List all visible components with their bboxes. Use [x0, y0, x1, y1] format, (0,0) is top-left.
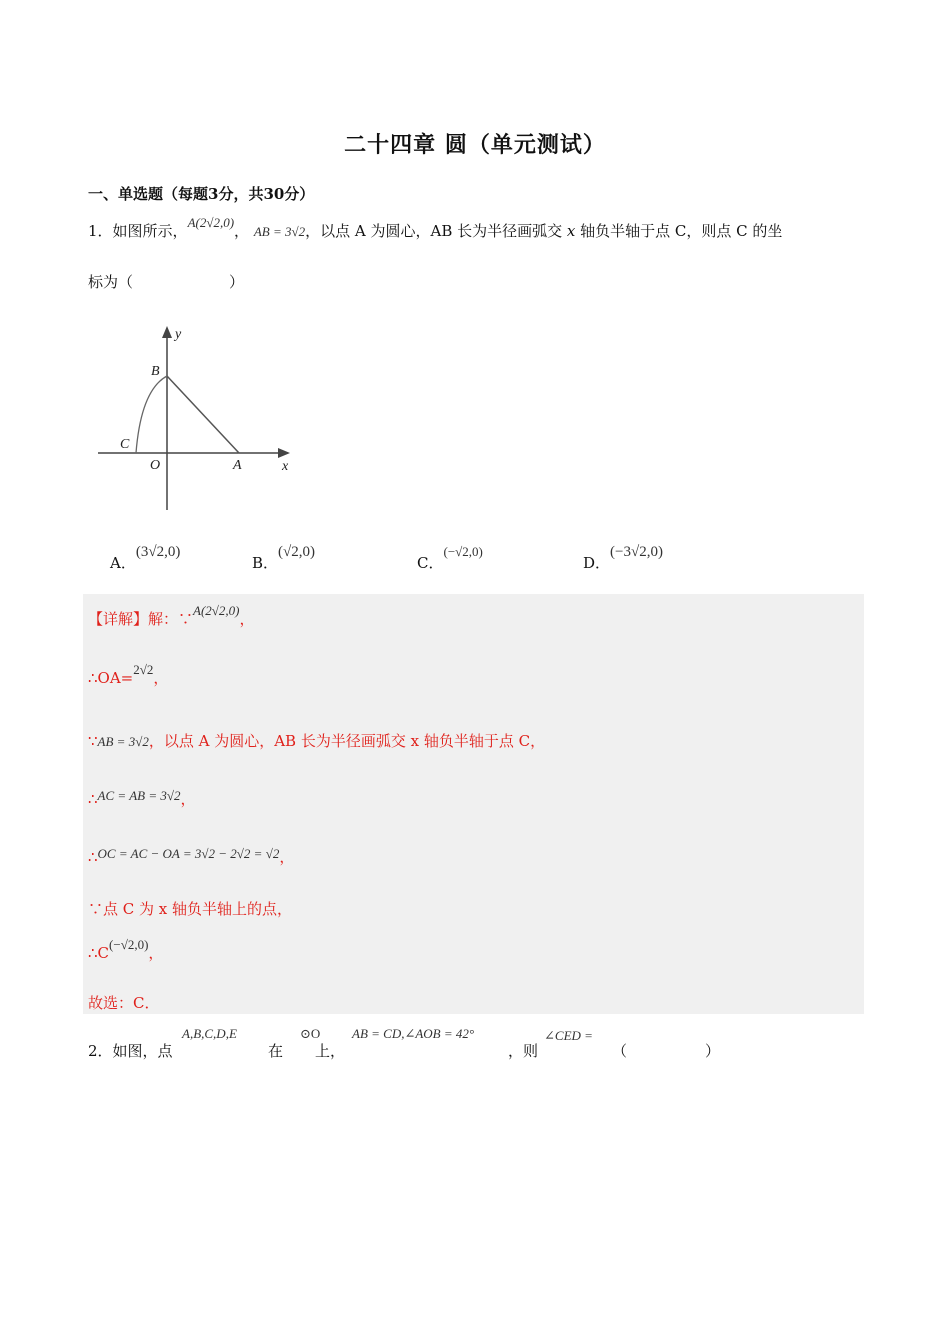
explanation-line-4: [88, 788, 196, 809]
question-1-line-1: [88, 215, 783, 241]
question-number: 2．: [88, 1042, 113, 1060]
option-a[interactable]: [110, 540, 181, 572]
explanation-text: ，: [180, 790, 196, 808]
option-label: D．: [583, 554, 611, 572]
segment-ab: [167, 376, 239, 453]
option-label: A．: [110, 554, 136, 572]
question-text: 如图，点: [112, 1042, 173, 1060]
question-number: 1．: [88, 222, 113, 240]
question-text: 如图所示，: [112, 222, 188, 240]
math-var-x: x: [566, 222, 576, 240]
question-2-answer-blank: [612, 1040, 720, 1061]
arc-bc: [136, 376, 167, 453]
explanation-text: ，: [239, 610, 255, 628]
explanation-math: 2√2: [133, 662, 154, 677]
question-text-then: ，则: [508, 1042, 539, 1060]
math-circle-o: ⊙O: [300, 1026, 321, 1041]
math-points: A,B,C,D,E: [182, 1026, 237, 1041]
explanation-text: ，以点 A 为圆心，AB 长为半径画弧交 x 轴负半轴于点 C，: [148, 732, 546, 750]
label-a: A: [233, 458, 242, 473]
option-value: (√2,0): [278, 544, 316, 560]
close-paren: ）: [705, 1042, 721, 1060]
explanation-text: ∴C: [88, 944, 110, 962]
explanation-line-6: ∵点 C 为 x 轴负半轴上的点，: [88, 900, 293, 918]
close-paren: ）: [229, 273, 245, 291]
label-o: O: [150, 458, 161, 473]
option-label: B．: [252, 554, 279, 572]
math-ab: AB = 3√2: [253, 224, 306, 239]
math-angle-ced: ∠CED =: [544, 1028, 593, 1043]
question-2-number-prefix: [88, 1040, 173, 1061]
explanation-line-1: [88, 603, 255, 629]
explanation-text: ∴: [88, 790, 98, 808]
explanation-math: A(2√2,0): [193, 603, 240, 618]
option-value: (3√2,0): [135, 544, 181, 560]
page-title: 二十四章 圆（单元测试）: [344, 132, 606, 158]
question-text: 轴负半轴于点 C，则点 C 的坐: [575, 222, 783, 240]
explanation-text: ，: [279, 848, 295, 866]
label-c: C: [120, 437, 130, 452]
explanation-math: AB = 3√2: [97, 734, 149, 749]
separator: ，: [234, 222, 250, 240]
option-d[interactable]: [583, 540, 663, 572]
option-c[interactable]: [417, 540, 483, 572]
explanation-line-7: [88, 937, 164, 963]
explanation-text: ∵: [88, 732, 98, 750]
explanation-line-3: [88, 730, 545, 751]
question-text-on: 上，: [315, 1042, 346, 1060]
question-text: ，以点 A 为圆心，AB 长为半径画弧交: [305, 222, 567, 240]
section-heading: 一、单选题（每题3分，共30分）: [88, 185, 315, 203]
explanation-line-2: [88, 662, 169, 688]
explanation-line-5: [88, 846, 294, 867]
explanation-line-8: 故选：C．: [88, 994, 160, 1012]
explanation-text: ，: [153, 669, 169, 687]
explanation-text: ∴: [88, 848, 98, 866]
explanation-math: OC = AC − OA = 3√2 − 2√2 = √2: [97, 846, 280, 861]
question-1-line-2: [88, 271, 244, 292]
option-b[interactable]: [252, 540, 316, 572]
option-value: (−3√2,0): [610, 544, 663, 560]
math-point-a: A(2√2,0): [187, 215, 235, 230]
label-b: B: [151, 364, 160, 379]
option-value: (−√2,0): [443, 544, 483, 559]
explanation-math: (−√2,0): [109, 937, 149, 952]
question-text-in: 在: [268, 1042, 284, 1060]
coordinate-figure: [92, 322, 302, 514]
explanation-text: 【详解】解：∵: [88, 610, 194, 628]
explanation-math: AC = AB = 3√2: [97, 788, 181, 803]
label-x: x: [282, 459, 289, 474]
label-y: y: [175, 327, 182, 342]
explanation-text: ∴OA=: [88, 669, 134, 687]
explanation-text: ，: [148, 944, 164, 962]
open-paren: （: [612, 1042, 628, 1060]
option-label: C．: [417, 554, 444, 572]
x-axis-arrow: [278, 448, 290, 458]
math-condition: AB = CD,∠AOB = 42°: [352, 1026, 475, 1041]
y-axis-arrow: [162, 326, 172, 338]
question-text: 标为（: [88, 273, 134, 291]
explanation-box: [83, 594, 864, 1014]
